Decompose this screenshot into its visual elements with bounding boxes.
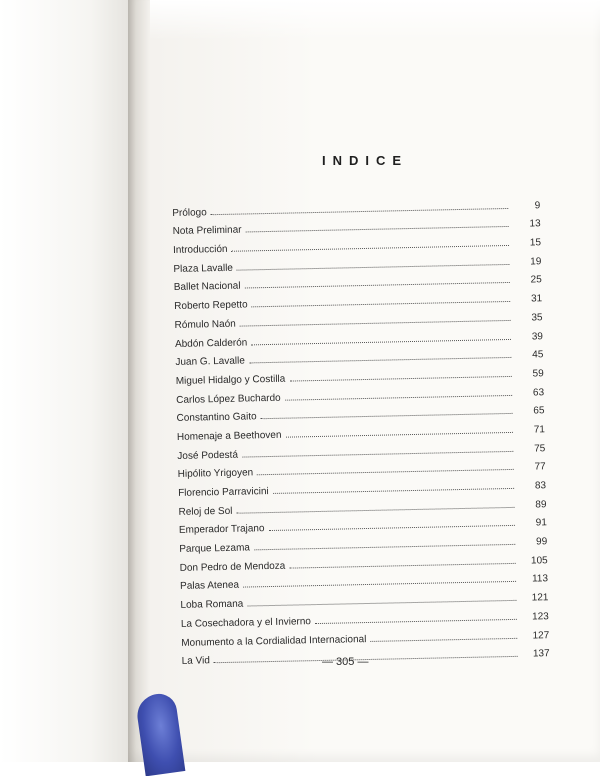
toc-entry-title: Nota Preliminar [172, 224, 242, 238]
toc-entry-title: Palas Atenea [179, 580, 240, 593]
toc-entry-page: 71 [533, 424, 546, 436]
toc-entry-title: Monumento a la Cordialidad Internacional [181, 633, 367, 649]
toc-entry-page: 89 [535, 498, 547, 511]
toc-entry-page: 127 [532, 629, 550, 642]
toc-entry-page: 59 [532, 368, 544, 380]
toc-entry-title: Juan G. Lavalle [175, 355, 246, 369]
toc-entry-title: Reloj de Sol [178, 505, 233, 518]
toc-entry-page: 75 [534, 442, 546, 455]
toc-entry-title: Don Pedro de Mendoza [179, 560, 286, 574]
page-edge [150, 0, 600, 40]
toc-entry-page: 15 [529, 237, 542, 249]
toc-entry-page: 25 [530, 274, 542, 286]
toc-entry-page: 105 [530, 554, 548, 567]
table-of-contents [172, 192, 550, 667]
toc-entry-page: 113 [531, 573, 549, 585]
toc-entry-title: Rómulo Naón [174, 318, 236, 331]
toc-entry-title: Loba Romana [180, 598, 244, 612]
toc-entry-title: Carlos López Buchardo [176, 392, 281, 406]
toc-entry-title: José Podestá [177, 449, 239, 462]
toc-entry-title: Abdón Calderón [174, 336, 248, 350]
toc-entry-title: La Vid [181, 655, 210, 668]
toc-entry-title: Introducción [172, 243, 228, 257]
toc-entry-title: Hipólito Yrigoyen [177, 467, 254, 481]
toc-entry-page: 91 [535, 517, 547, 529]
toc-entry-title: Emperador Trajano [178, 523, 265, 537]
toc-entry-title: Homenaje a Beethoven [176, 429, 282, 443]
toc-entry-title: Florencio Parravicini [178, 486, 269, 499]
toc-entry-page: 9 [534, 199, 541, 212]
toc-entry-page: 45 [532, 349, 544, 361]
toc-entry-page: 83 [534, 480, 547, 492]
toc-entry-page: 39 [531, 330, 544, 342]
toc-entry-page: 31 [530, 293, 543, 305]
toc-entry-title: Roberto Repetto [174, 299, 248, 313]
toc-entry-page: 13 [529, 218, 541, 230]
toc-entry-page: 123 [532, 611, 549, 623]
page-number: — 305 — [322, 656, 369, 668]
page-title: INDICE [322, 153, 409, 168]
toc-entry-title: La Cosechadora y el Invierno [180, 615, 312, 630]
toc-entry-page: 99 [536, 536, 548, 548]
toc-entry-title: Miguel Hidalgo y Costilla [175, 373, 286, 387]
toc-entry-page: 63 [532, 386, 545, 399]
toc-entry-title: Plaza Lavalle [173, 262, 234, 275]
toc-entry-page: 77 [534, 461, 546, 473]
toc-entry-page: 137 [532, 648, 550, 660]
toc-entry-title: Ballet Nacional [173, 281, 241, 294]
toc-entry-page: 35 [531, 312, 543, 324]
toc-entry-page: 121 [531, 592, 549, 604]
toc-entry-page: 19 [530, 256, 542, 268]
toc-entry-title: Parque Lezama [179, 542, 251, 555]
toc-entry-title: Constantino Gaito [176, 411, 257, 425]
toc-entry-title: Prólogo [172, 206, 207, 219]
toc-entry-page: 65 [533, 405, 545, 417]
